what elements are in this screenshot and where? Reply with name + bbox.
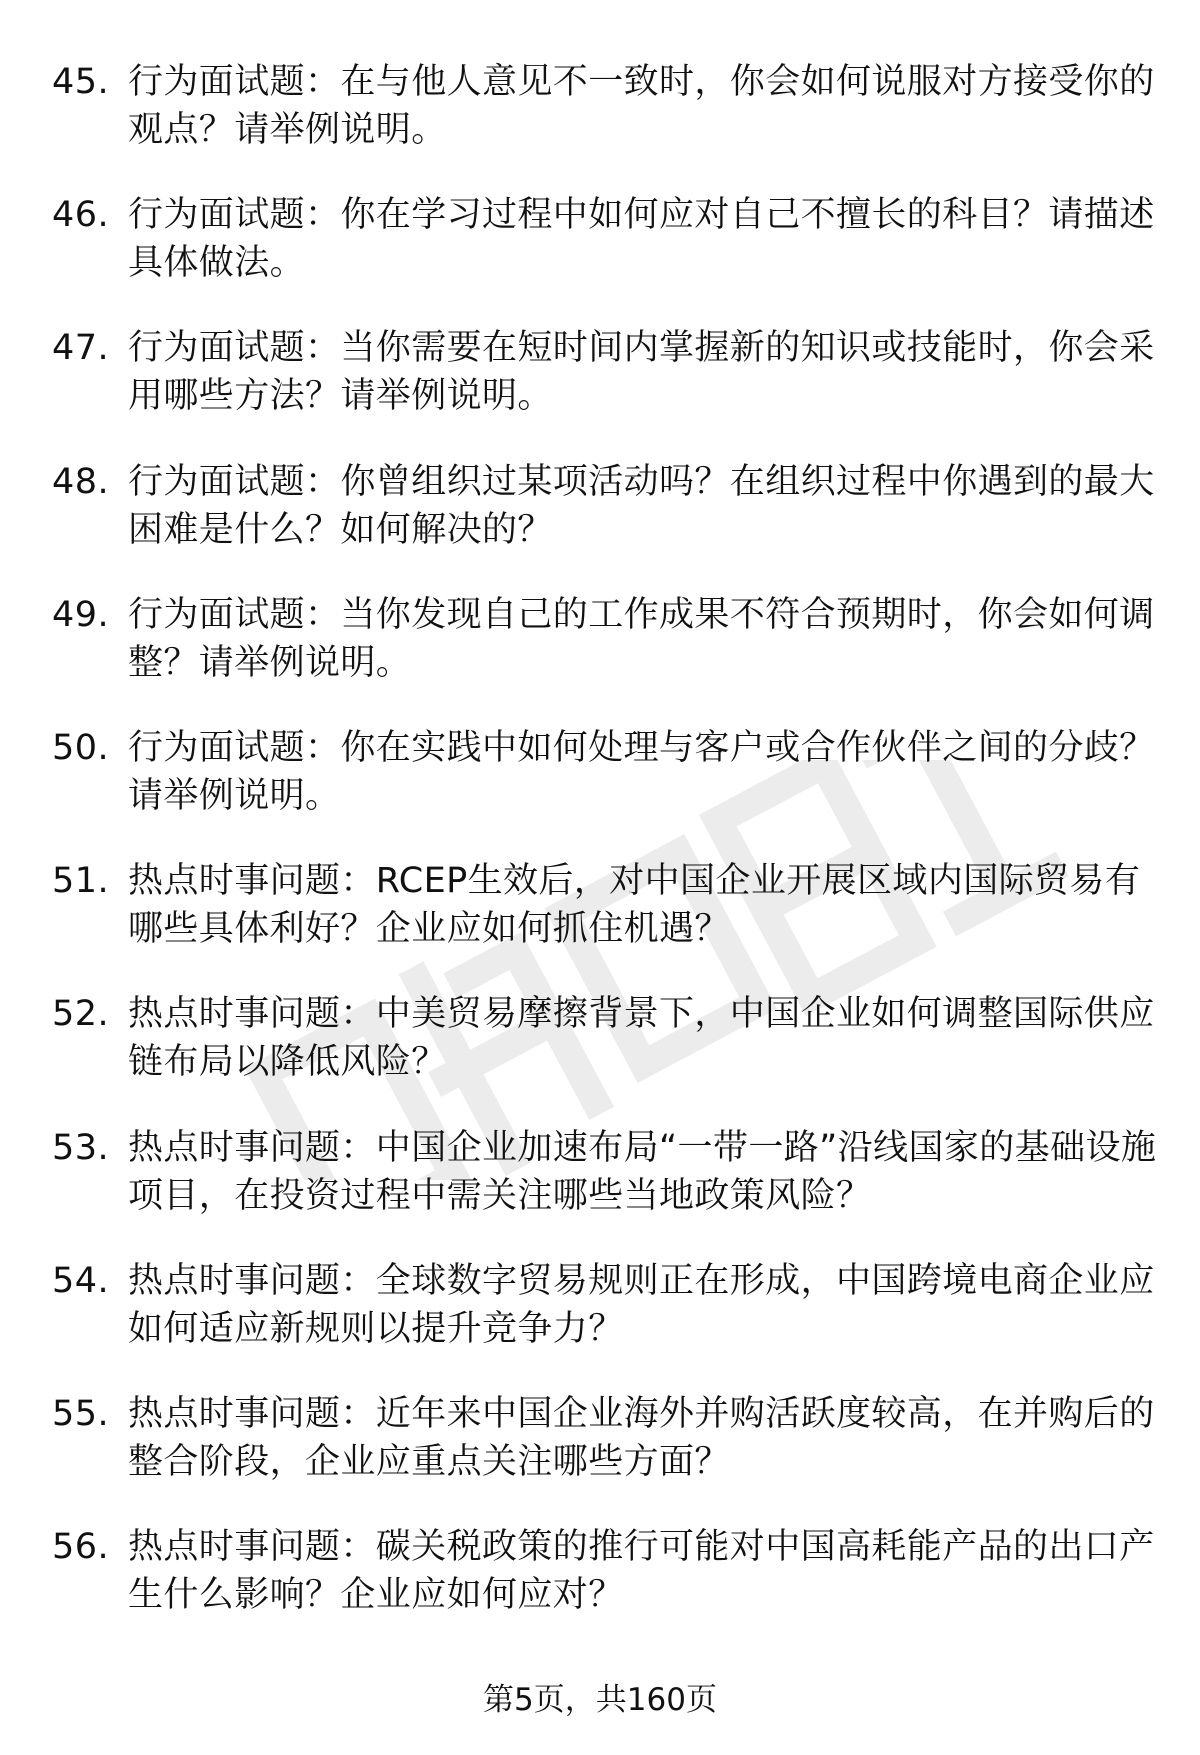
question-number: 55. <box>52 1393 110 1434</box>
list-item <box>52 857 1162 990</box>
question-text: 热点时事问题：RCEP生效后，对中国企业开展区域内国际贸易有哪些具体利好？企业应如何抓住机遇？ <box>128 861 1141 950</box>
question-text: 热点时事问题：近年来中国企业海外并购活跃度较高，在并购后的整合阶段，企业应重点关注哪些方面？ <box>128 1393 1155 1482</box>
question-number: 46. <box>52 195 110 236</box>
question-number: 54. <box>52 1260 110 1301</box>
list-item <box>52 324 1162 457</box>
question-text: 行为面试题：当你发现自己的工作成果不符合预期时，你会如何调整？请举例说明。 <box>128 594 1155 683</box>
question-text: 热点时事问题：中美贸易摩擦背景下，中国企业如何调整国际供应链布局以降低风险？ <box>128 994 1155 1083</box>
question-text: 行为面试题：当你需要在短时间内掌握新的知识或技能时，你会采用哪些方法？请举例说明。 <box>128 328 1155 417</box>
list-item <box>52 1124 1162 1257</box>
question-text: 热点时事问题：碳关税政策的推行可能对中国高耗能产品的出口产生什么影响？企业应如何应对？ <box>128 1527 1155 1616</box>
question-text: 热点时事问题：中国企业加速布局“一带一路”沿线国家的基础设施项目，在投资过程中需关注哪些当地政策风险？ <box>128 1127 1157 1216</box>
list-item <box>52 1523 1162 1656</box>
question-list <box>52 58 1162 1656</box>
question-number: 52. <box>52 994 110 1035</box>
question-number: 47. <box>52 328 110 369</box>
question-number: 50. <box>52 727 110 768</box>
list-item <box>52 58 1162 191</box>
question-text: 热点时事问题：全球数字贸易规则正在形成，中国跨境电商企业应如何适应新规则以提升竞争力？ <box>128 1260 1155 1349</box>
question-number: 48. <box>52 461 110 502</box>
list-item <box>52 1257 1162 1390</box>
list-item <box>52 591 1162 724</box>
question-text: 行为面试题：在与他人意见不一致时，你会如何说服对方接受你的观点？请举例说明。 <box>128 62 1155 150</box>
question-text: 行为面试题：你在实践中如何处理与客户或合作伙伴之间的分歧？请举例说明。 <box>128 727 1155 816</box>
question-text: 行为面试题：你曾组织过某项活动吗？在组织过程中你遇到的最大困难是什么？如何解决的？ <box>128 461 1155 550</box>
page-number-footer: 第5页，共160页 <box>483 1682 717 1718</box>
list-item <box>52 1390 1162 1523</box>
question-number: 45. <box>52 62 110 102</box>
list-item <box>52 458 1162 591</box>
list-item <box>52 724 1162 857</box>
question-text: 行为面试题：你在学习过程中如何应对自己不擅长的科目？请描述具体做法。 <box>128 195 1155 284</box>
list-item <box>52 191 1162 324</box>
question-number: 49. <box>52 594 110 635</box>
question-number: 51. <box>52 861 110 902</box>
question-number: 53. <box>52 1127 110 1168</box>
list-item <box>52 990 1162 1123</box>
question-number: 56. <box>52 1527 110 1568</box>
